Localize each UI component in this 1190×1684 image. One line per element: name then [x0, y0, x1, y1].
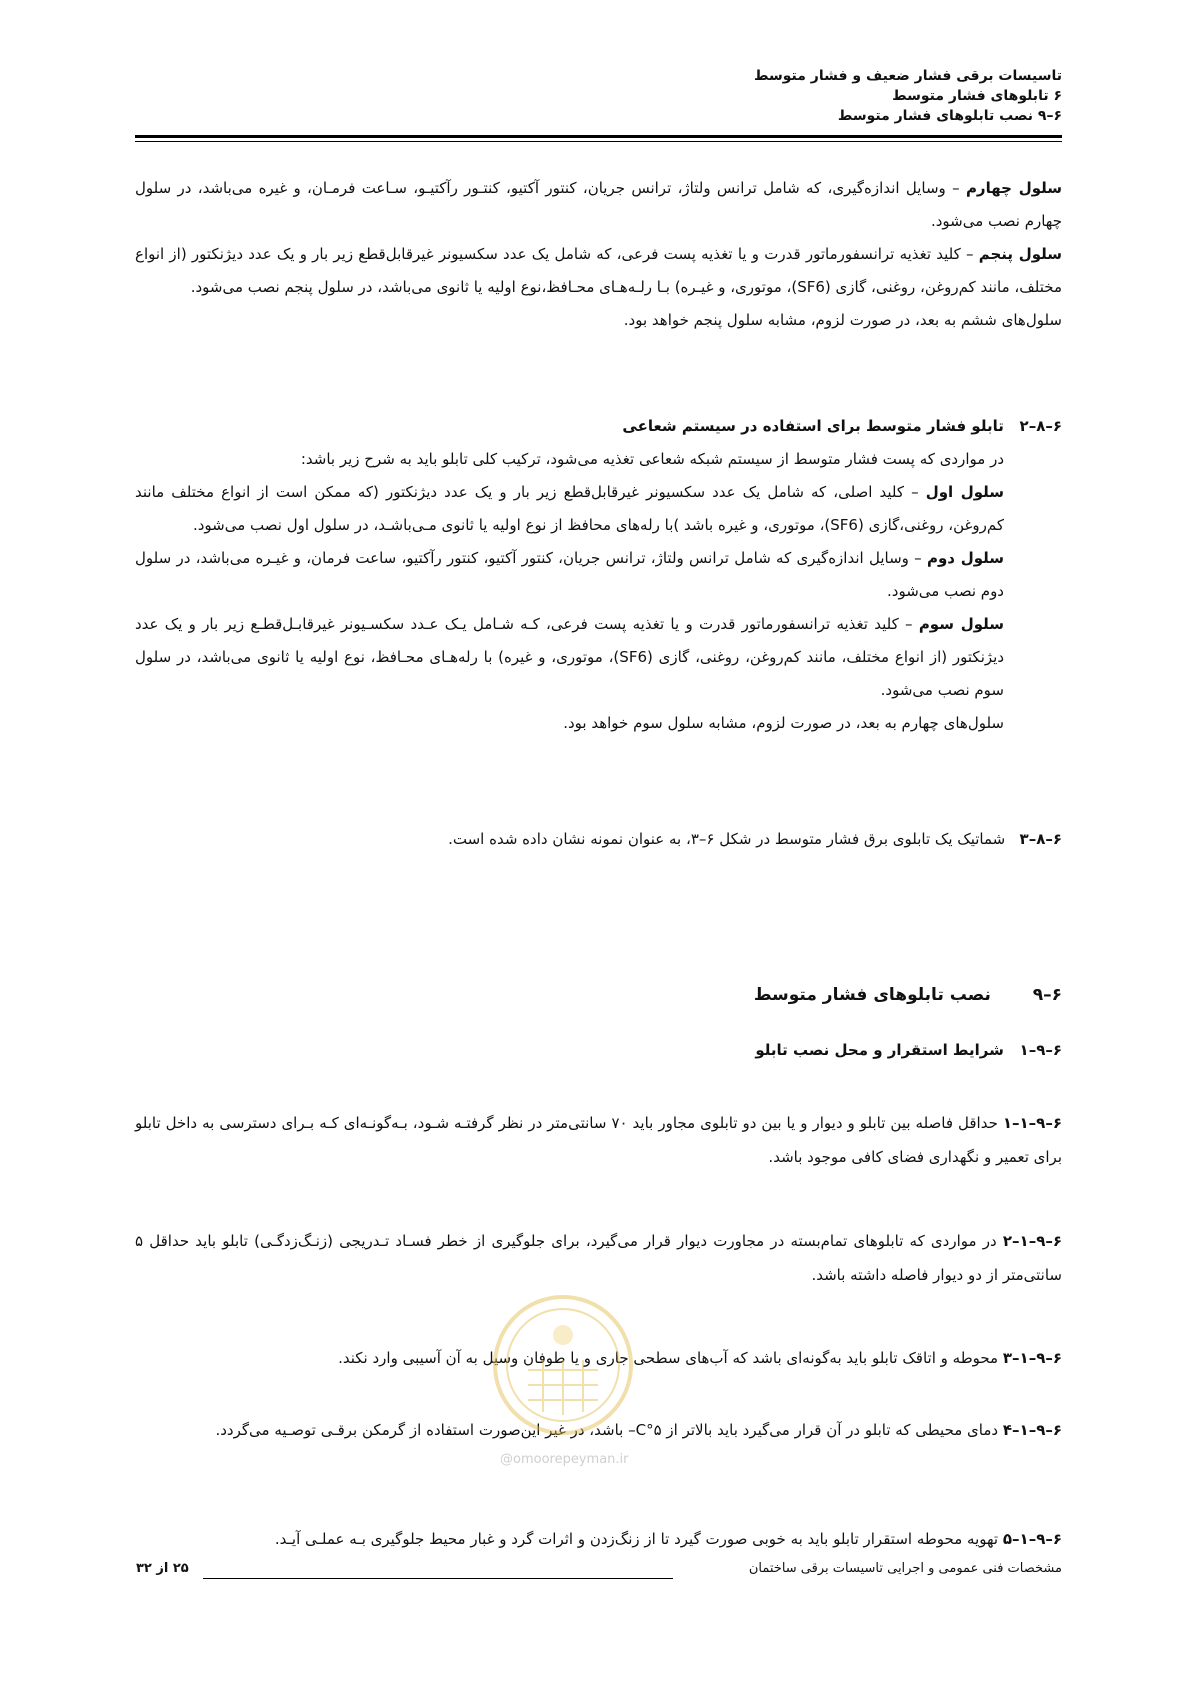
section-title: تابلو فشار متوسط برای استفاده در سیستم شعاعی — [622, 417, 1004, 435]
cell4-text: – وسایل اندازه‌گیری، که شامل ترانس ولتاژ، ترانس جریان، کنتور آکتیو، کنتـور رآکتیـو، سـاعت فرمـان، و غیره می‌باشد، در سلول چهارم نصب می‌شود. — [135, 179, 1062, 230]
c1-title: سلول اول — [925, 483, 1004, 501]
item-number: ۶–۹–۱–۱ — [1002, 1114, 1062, 1132]
intro-block — [135, 172, 1062, 337]
cell4-title: سلول چهارم — [965, 179, 1062, 197]
header-line-2: ۶ تابلوهای فشار متوسط — [892, 88, 1062, 104]
header-line-1: تاسیسات برقی فشار ضعیف و فشار متوسط — [753, 68, 1062, 84]
item-number: ۶–۹–۱–۳ — [1002, 1349, 1062, 1367]
section-6-9-1-heading — [755, 1041, 1062, 1059]
header-rule-thin — [135, 141, 1062, 142]
section-number: ۶–۹ — [1032, 985, 1062, 1005]
cell5-title: سلول پنجم — [978, 245, 1062, 263]
c3-text: – کلید تغذیه ترانسفورماتور قدرت و یا تغذیه پست فرعی، کـه شـامل یـک عـدد سکسـیونر غیرقابـل‌قطـع زیر بار و یک عدد دیژنکتور (از انواع مختلف، مانند کم‌روغن، روغنی، گازی (SF6)، موتوری، و غیره) با رله‌هـای محـافظ، نوع اولیه یا ثانوی می‌باشد، در سلول سوم نصب می‌شود. — [135, 615, 1004, 699]
watermark-seal-icon — [488, 1290, 638, 1440]
item-number: ۶–۹–۱–۵ — [1002, 1530, 1062, 1548]
section-number: ۶–۸–۲ — [1019, 417, 1062, 435]
footer-page-number: ۲۵ از ۳۲ — [136, 1561, 189, 1576]
header-line-3: ۶–۹ نصب تابلوهای فشار متوسط — [837, 108, 1062, 124]
c2-title: سلول دوم — [926, 549, 1004, 567]
footer-title: مشخصات فنی عمومی و اجرایی تاسیسات برقی ساختمان — [748, 1561, 1062, 1576]
cell5-text: – کلید تغذیه ترانسفورماتور قدرت و یا تغذیه پست فرعی، که شامل یک عدد سکسیونر غیرقابل‌قطع زیر بار و یک عدد دیژنکتور (از انواع مختلف، مانند کم‌روغن، روغنی، گازی (SF6)، موتوری، و غیـره) بـا رلـه‌هـای محـافظ،نوع اولیه یا ثانوی می‌باشد، در سلول پنجم نصب می‌شود. — [135, 245, 1062, 296]
item-6-9-1-2 — [135, 1224, 1062, 1292]
section-number: ۶–۹–۱ — [1019, 1041, 1062, 1059]
item-text: در مواردی که تابلوهای تمام‌بسته در مجاورت دیوار قرار می‌گیرد، برای جلوگیری از خطر فسـاد تـدریجی (زنـگ‌زدگـی) تابلو باید حداقل ۵ سانتی‌متر از دو دیوار فاصله داشته باشد. — [135, 1232, 1062, 1284]
item-text: حداقل فاصله بین تابلو و دیوار و یا بین دو تابلوی مجاور باید ۷۰ سانتی‌متر در نظر گرفتـه شـود، بـه‌گونـه‌ای کـه بـرای دسترسی به داخل تابلو برای تعمیر و نگهداری فضای کافی موجود باشد. — [135, 1114, 1062, 1166]
item-6-9-1-5 — [135, 1522, 1062, 1556]
c2-text: – وسایل اندازه‌گیری که شامل ترانس ولتاژ، ترانس جریان، کنتور آکتیو، کنتور رآکتیو، ساعت فرمان، و غیـره می‌باشد، در سلول دوم نصب می‌شود. — [135, 549, 1004, 600]
section-title: نصب تابلوهای فشار متوسط — [753, 985, 991, 1005]
c1-paragraph — [135, 476, 1004, 542]
section-6-8-3 — [135, 822, 1062, 856]
cell5-paragraph — [135, 238, 1062, 304]
section-title: شرایط استقرار و محل نصب تابلو — [755, 1041, 1004, 1059]
cell6-paragraph: سلول‌های ششم به بعد، در صورت لزوم، مشابه سلول پنجم خواهد بود. — [623, 311, 1062, 329]
c4-paragraph: سلول‌های چهارم به بعد، در صورت لزوم، مشابه سلول سوم خواهد بود. — [563, 714, 1004, 732]
section-6-8-2-body — [135, 443, 1004, 740]
section-number: ۶–۸–۳ — [1019, 830, 1062, 848]
item-6-9-1-1 — [135, 1106, 1062, 1174]
c2-paragraph — [135, 542, 1004, 608]
section-6-8-2-heading — [622, 417, 1062, 435]
section-text: شماتیک یک تابلوی برق فشار متوسط در شکل ۶–۳، به عنوان نمونه نشان داده شده است. — [448, 830, 1006, 848]
item-text: تهویه محوطه استقرار تابلو باید به خوبی صورت گیرد تا از زنگ‌زدن و اثرات گرد و غبار محیط جلوگیری بـه عملـی آیـد. — [274, 1530, 999, 1548]
cell4-paragraph — [135, 172, 1062, 238]
c3-title: سلول سوم — [918, 615, 1004, 633]
lead-paragraph: در مواردی که پست فشار متوسط از سیستم شبکه شعاعی تغذیه می‌شود، ترکیب کلی تابلو باید به شرح زیر باشد: — [300, 450, 1004, 468]
section-6-9-heading — [754, 985, 1062, 1005]
header-rule-thick — [135, 135, 1062, 138]
footer-rule — [203, 1578, 673, 1579]
item-text: دمای محیطی که تابلو در آن قرار می‌گیرد باید بالاتر از ۵°C– باشد، در غیر این‌صورت استفاده از گرمکن برقـی توصـیه می‌گردد. — [215, 1421, 999, 1439]
item-number: ۶–۹–۱–۲ — [1002, 1232, 1062, 1250]
c3-paragraph — [135, 608, 1004, 707]
item-text: محوطه و اتاقک تابلو باید به‌گونه‌ای باشد که آب‌های سطحی جاری و یا طوفان وسیل به آن آسیبی وارد نکند. — [338, 1349, 999, 1367]
item-number: ۶–۹–۱–۴ — [1002, 1421, 1062, 1439]
page-header — [754, 66, 1062, 126]
c1-text: – کلید اصلی، که شامل یک عدد سکسیونر غیرقابل‌قطع زیر بار و یک عدد دیژنکتور (که ممکن است از انواع مختلف مانند کم‌روغن، روغنی،گازی (SF6)، موتوری، و غیره باشد )با رله‌های محافظ از نوع اولیه یا ثانوی مـی‌باشـد، در سلول اول نصب می‌شود. — [135, 483, 1004, 534]
watermark-text: @omoorepeyman.ir — [500, 1452, 629, 1467]
